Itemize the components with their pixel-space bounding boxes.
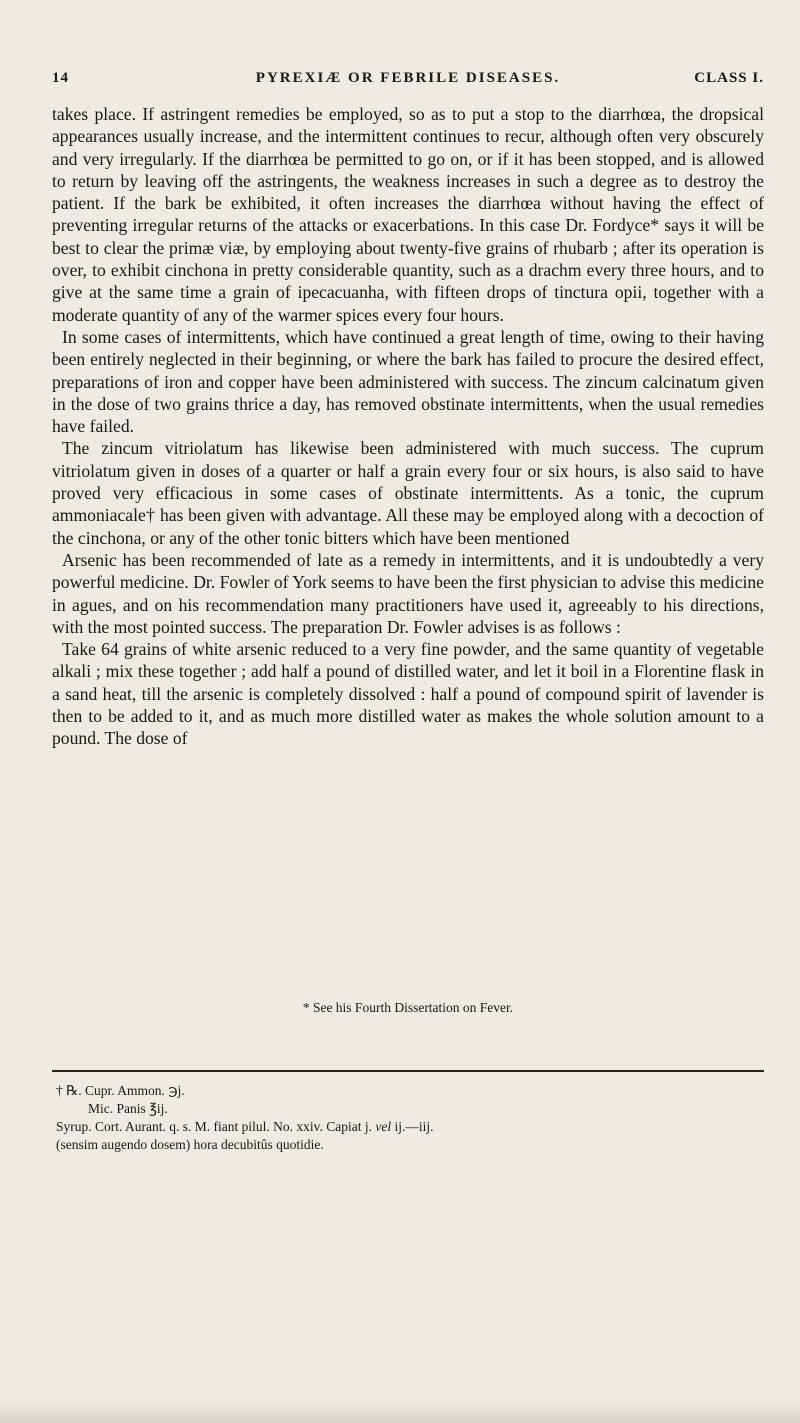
- footnote-prescription-line-2: Mic. Panis ℥ij.: [88, 1101, 168, 1116]
- footnote-prescription: [56, 1082, 756, 1154]
- class-label: CLASS I.: [694, 70, 764, 86]
- footnote-prescription-line-1: † ℞. Cupr. Ammon. ℈j.: [56, 1083, 185, 1098]
- running-title: PYREXIÆ OR FEBRILE DISEASES.: [255, 70, 561, 86]
- footnote-prescription-vel: vel: [375, 1119, 392, 1134]
- page-number: 14: [52, 70, 69, 86]
- paragraph-zincum: The zincum vitriolatum has likewise been administered with much success. The cuprum vitriolatum given in doses of a quarter or half a grain every four or six hours, is also said to have proved very efficacious in some cases of obstinate intermittents. As a tonic, the cuprum ammoniacale† has been given with advantage. All these may be employed along with a decoction of the cinchona, or any of the other tonic bitters which have been mentioned: [52, 438, 764, 548]
- paragraph-iron-copper: In some cases of intermittents, which have continued a great length of time, owing to their having been entirely neglected in their beginning, or where the bark has failed to procure the desired effect, preparations of iron and copper have been administered with success. The zincum calcinatum given in the dose of two grains thrice a day, has removed obstinate intermittents, when the usual remedies have failed.: [52, 326, 764, 437]
- paragraph-arsenic: Arsenic has been recommended of late as a remedy in intermittents, and it is undoubtedly a very powerful medicine. Dr. Fowler of York seems to have been the first physician to advise this medicine in agues, and on his recommendation many practitioners have used it, agreeably to his directions, with the most pointed success. The preparation Dr. Fowler advises is as follows :: [52, 549, 764, 637]
- footnote-prescription-line-3a: Syrup. Cort. Aurant. q. s. M. fiant pilul. No. xxiv. Capiat j.: [56, 1119, 372, 1134]
- body-text: [52, 103, 764, 750]
- footnote-divider: [52, 1070, 764, 1072]
- footnote-prescription-line-3: [56, 1118, 756, 1136]
- paragraph-diarrhoea: takes place. If astringent remedies be employed, so as to put a stop to the diarrhœa, the dropsical appearances usually increase, and the intermittent continues to recur, although often very obscurely and very irregularly. If the diarrhœa be permitted to go on, or if it has been stopped, and is allowed to return by leaving off the astringents, the weakness increases in such a degree as to destroy the patient. If the bark be exhibited, it often increases the diarrhœa without having the effect of preventing irregular returns of the attacks or exacerbations. In this case Dr. Fordyce* says it will be best to clear the primæ viæ, by employing about twenty-five grains of rhubarb ; after its operation is over, to exhibit cinchona in pretty considerable quantity, such as a drachm every three hours, and to give at the same time a grain of ipecacuanha, with fifteen drops of tinctura opii, together with a moderate quantity of any of the warmer spices every four hours.: [52, 104, 764, 325]
- page-bottom-edge: [0, 1400, 800, 1423]
- footnote-prescription-line-3b: ij.—iij.: [394, 1119, 434, 1134]
- footnote-fordyce: * See his Fourth Dissertation on Fever.: [302, 1000, 514, 1015]
- footnote-prescription-line-4: (sensim augendo dosem) hora decubitûs quotidie.: [56, 1137, 324, 1152]
- paragraph-preparation: Take 64 grains of white arsenic reduced to a very fine powder, and the same quantity of vegetable alkali ; mix these together ; add half a pound of distilled water, and let it boil in a Florentine flask in a sand heat, till the arsenic is completely dissolved : half a pound of compound spirit of lavender is then to be added to it, and as much more distilled water as makes the whole solution amount to a pound. The dose of: [52, 639, 764, 749]
- running-head: [52, 70, 764, 94]
